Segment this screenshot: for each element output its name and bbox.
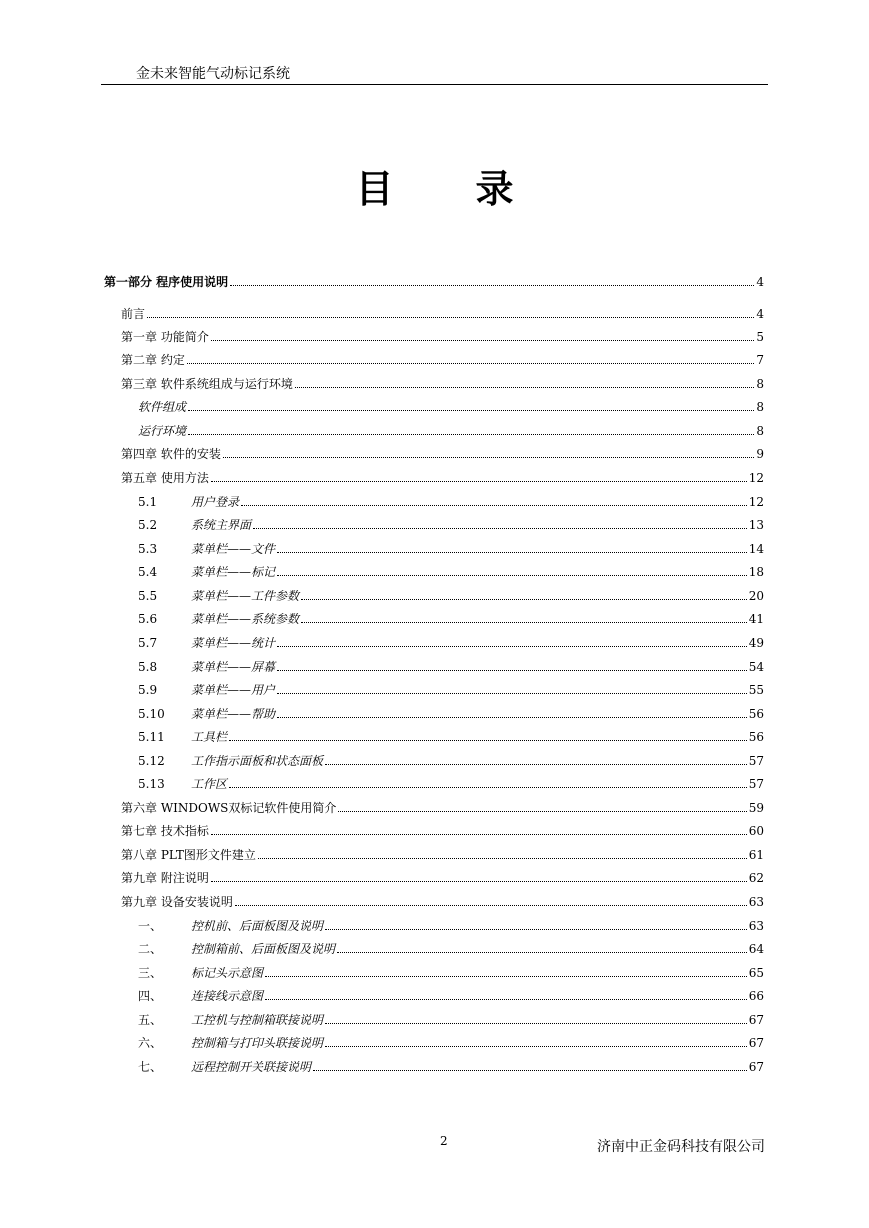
toc-leader-dots xyxy=(187,363,755,364)
toc-entry-number: 5.10 xyxy=(138,707,165,721)
toc-entry[interactable] xyxy=(121,351,764,367)
toc-entry-page: 61 xyxy=(748,848,764,862)
toc-entry-number: 5.7 xyxy=(138,636,158,650)
toc-entry-page: 8 xyxy=(756,377,764,391)
toc-entry-page: 18 xyxy=(748,565,764,579)
toc-entry[interactable] xyxy=(121,869,764,885)
toc-leader-dots xyxy=(338,811,746,812)
toc-entry-page: 13 xyxy=(748,518,764,532)
toc-entry[interactable] xyxy=(138,705,764,721)
toc-entry-number: 一、 xyxy=(138,919,163,933)
toc-entry[interactable] xyxy=(138,563,764,579)
toc-leader-dots xyxy=(229,740,747,741)
page-number: 2 xyxy=(440,1134,448,1148)
toc-leader-dots xyxy=(277,670,747,671)
toc-entry-number: 三、 xyxy=(138,966,163,980)
toc-entry-title: 工具栏 xyxy=(191,730,228,744)
toc-entry-number: 5.1 xyxy=(138,495,158,509)
toc-entry-title: 工作指示面板和状态面板 xyxy=(191,754,324,768)
toc-entry-page: 67 xyxy=(748,1036,764,1050)
toc-entry[interactable] xyxy=(138,917,764,933)
toc-leader-dots xyxy=(295,387,755,388)
toc-leader-dots xyxy=(337,952,747,953)
toc-entry-page: 67 xyxy=(748,1013,764,1027)
toc-leader-dots xyxy=(211,340,755,341)
toc-entry-page: 49 xyxy=(748,636,764,650)
toc-entry[interactable] xyxy=(138,422,764,438)
toc-entry-number: 5.8 xyxy=(138,660,158,674)
toc-entry-title: 软件组成 xyxy=(138,400,187,414)
toc-leader-dots xyxy=(325,764,747,765)
toc-leader-dots xyxy=(229,787,747,788)
toc-entry-page: 4 xyxy=(756,275,764,289)
toc-entry[interactable] xyxy=(138,540,764,556)
header-divider xyxy=(101,84,768,85)
toc-entry-page: 64 xyxy=(748,942,764,956)
toc-leader-dots xyxy=(277,693,747,694)
toc-entry-page: 56 xyxy=(748,730,764,744)
toc-entry[interactable] xyxy=(138,634,764,650)
toc-entry-title: 第七章 技术指标 xyxy=(121,824,209,838)
toc-entry[interactable] xyxy=(121,305,764,321)
toc-entry-page: 67 xyxy=(748,1060,764,1074)
toc-entry-page: 9 xyxy=(756,447,764,461)
toc-entry-page: 60 xyxy=(748,824,764,838)
toc-leader-dots xyxy=(235,905,747,906)
toc-entry-title: 连接线示意图 xyxy=(191,989,264,1003)
toc-entry-title: 第六章 WINDOWS双标记软件使用简介 xyxy=(121,801,337,815)
toc-leader-dots xyxy=(265,999,747,1000)
toc-entry[interactable] xyxy=(121,799,764,815)
toc-leader-dots xyxy=(253,528,747,529)
toc-heading xyxy=(0,158,869,213)
toc-entry-title: 控制箱前、后面板图及说明 xyxy=(191,942,336,956)
header-title: 金未来智能气动标记系统 xyxy=(136,66,290,82)
toc-entry-title: 菜单栏——帮助 xyxy=(191,707,276,721)
toc-entry[interactable] xyxy=(121,893,764,909)
toc-entry-title: 第五章 使用方法 xyxy=(121,471,209,485)
toc-leader-dots xyxy=(258,858,747,859)
toc-leader-dots xyxy=(325,1023,747,1024)
toc-leader-dots xyxy=(301,599,747,600)
toc-entry-page: 57 xyxy=(748,754,764,768)
toc-leader-dots xyxy=(211,834,747,835)
toc-entry-number: 5.2 xyxy=(138,518,158,532)
toc-entry-title: 工控机与控制箱联接说明 xyxy=(191,1013,324,1027)
toc-entry[interactable] xyxy=(138,610,764,626)
toc-entry-title: 用户登录 xyxy=(191,495,240,509)
toc-entry-page: 55 xyxy=(748,683,764,697)
toc-entry-number: 二、 xyxy=(138,942,163,956)
toc-entry-number: 四、 xyxy=(138,989,163,1003)
toc-entry[interactable] xyxy=(138,752,764,768)
toc-entry[interactable] xyxy=(104,273,764,289)
toc-leader-dots xyxy=(277,646,747,647)
toc-entry[interactable] xyxy=(138,1011,764,1027)
toc-entry-title: 菜单栏——屏幕 xyxy=(191,660,276,674)
toc-entry-page: 57 xyxy=(748,777,764,791)
toc-entry[interactable] xyxy=(138,964,764,980)
toc-entry-number: 5.4 xyxy=(138,565,158,579)
toc-entry-number: 5.12 xyxy=(138,754,165,768)
toc-entry-page: 62 xyxy=(748,871,764,885)
toc-leader-dots xyxy=(325,929,747,930)
toc-entry-number: 5.13 xyxy=(138,777,165,791)
toc-entry-title: 第一章 功能简介 xyxy=(121,330,209,344)
toc-entry-page: 41 xyxy=(748,612,764,626)
toc-entry-page: 8 xyxy=(756,424,764,438)
toc-entry-page: 5 xyxy=(756,330,764,344)
toc-entry[interactable] xyxy=(138,516,764,532)
toc-leader-dots xyxy=(223,457,755,458)
toc-leader-dots xyxy=(211,481,747,482)
toc-entry-page: 56 xyxy=(748,707,764,721)
toc-entry-number: 七、 xyxy=(138,1060,163,1074)
toc-entry-title: 第一部分 程序使用说明 xyxy=(104,275,229,289)
toc-entry[interactable] xyxy=(121,846,764,862)
toc-leader-dots xyxy=(147,317,754,318)
toc-entry-title: 菜单栏——标记 xyxy=(191,565,276,579)
toc-leader-dots xyxy=(277,552,747,553)
toc-heading-char-1: 目 xyxy=(355,167,394,211)
toc-entry-title: 第二章 约定 xyxy=(121,353,185,367)
toc-leader-dots xyxy=(277,575,747,576)
toc-entry-title: 控机前、后面板图及说明 xyxy=(191,919,324,933)
toc-entry[interactable] xyxy=(138,658,764,674)
toc-entry[interactable] xyxy=(121,445,764,461)
toc-entry-title: 菜单栏——用户 xyxy=(191,683,276,697)
toc-entry-page: 14 xyxy=(748,542,764,556)
toc-leader-dots xyxy=(211,881,747,882)
toc-entry-number: 5.5 xyxy=(138,589,158,603)
footer-company: 济南中正金码科技有限公司 xyxy=(597,1139,765,1155)
toc-entry-page: 7 xyxy=(756,353,764,367)
toc-leader-dots xyxy=(188,410,754,411)
toc-entry-title: 系统主界面 xyxy=(191,518,252,532)
toc-leader-dots xyxy=(188,434,754,435)
toc-entry[interactable] xyxy=(138,940,764,956)
toc-entry[interactable] xyxy=(138,775,764,791)
toc-entry-title: 菜单栏——文件 xyxy=(191,542,276,556)
toc-entry[interactable] xyxy=(138,1034,764,1050)
toc-leader-dots xyxy=(241,505,747,506)
toc-entry-title: 第四章 软件的安装 xyxy=(121,447,221,461)
toc-leader-dots xyxy=(313,1070,747,1071)
toc-entry-number: 5.11 xyxy=(138,730,165,744)
toc-entry-number: 五、 xyxy=(138,1013,163,1027)
toc-entry-page: 20 xyxy=(748,589,764,603)
toc-entry-page: 4 xyxy=(756,307,764,321)
toc-leader-dots xyxy=(277,717,747,718)
toc-entry[interactable] xyxy=(138,398,764,414)
toc-entry-page: 59 xyxy=(748,801,764,815)
toc-entry-page: 54 xyxy=(748,660,764,674)
toc-entry-title: 第九章 附注说明 xyxy=(121,871,209,885)
toc-entry-title: 菜单栏——系统参数 xyxy=(191,612,300,626)
toc-leader-dots xyxy=(265,976,747,977)
toc-entry-title: 前言 xyxy=(121,307,146,321)
toc-entry-number: 5.9 xyxy=(138,683,158,697)
toc-entry-page: 12 xyxy=(748,495,764,509)
toc-entry-page: 65 xyxy=(748,966,764,980)
toc-entry-page: 63 xyxy=(748,895,764,909)
toc-entry-page: 8 xyxy=(756,400,764,414)
toc-entry-title: 第八章 PLT图形文件建立 xyxy=(121,848,256,862)
toc-entry[interactable] xyxy=(138,1058,764,1074)
toc-entry[interactable] xyxy=(138,587,764,603)
toc-entry-number: 5.6 xyxy=(138,612,158,626)
toc-entry[interactable] xyxy=(121,822,764,838)
toc-entry[interactable] xyxy=(121,328,764,344)
toc-entry-number: 5.3 xyxy=(138,542,158,556)
toc-entry-page: 12 xyxy=(748,471,764,485)
toc-leader-dots xyxy=(325,1046,747,1047)
toc-heading-char-2: 录 xyxy=(475,167,514,211)
toc-entry-title: 菜单栏——统计 xyxy=(191,636,276,650)
toc-entry[interactable] xyxy=(121,469,764,485)
toc-entry-title: 第三章 软件系统组成与运行环境 xyxy=(121,377,293,391)
toc-entry-title: 运行环境 xyxy=(138,424,187,438)
toc-entry-page: 66 xyxy=(748,989,764,1003)
toc-entry-title: 标记头示意图 xyxy=(191,966,264,980)
toc-entry-page: 63 xyxy=(748,919,764,933)
toc-leader-dots xyxy=(301,622,747,623)
toc-entry-title: 工作区 xyxy=(191,777,228,791)
toc-entry[interactable] xyxy=(138,987,764,1003)
toc-entry-title: 远程控制开关联接说明 xyxy=(191,1060,312,1074)
toc-entry-title: 控制箱与打印头联接说明 xyxy=(191,1036,324,1050)
toc-entry-title: 菜单栏——工件参数 xyxy=(191,589,300,603)
toc-entry[interactable] xyxy=(138,493,764,509)
toc-entry-title: 第九章 设备安装说明 xyxy=(121,895,233,909)
toc-entry[interactable] xyxy=(121,375,764,391)
toc-entry[interactable] xyxy=(138,681,764,697)
toc-entry-number: 六、 xyxy=(138,1036,163,1050)
toc-entry[interactable] xyxy=(138,728,764,744)
toc-leader-dots xyxy=(230,285,754,286)
